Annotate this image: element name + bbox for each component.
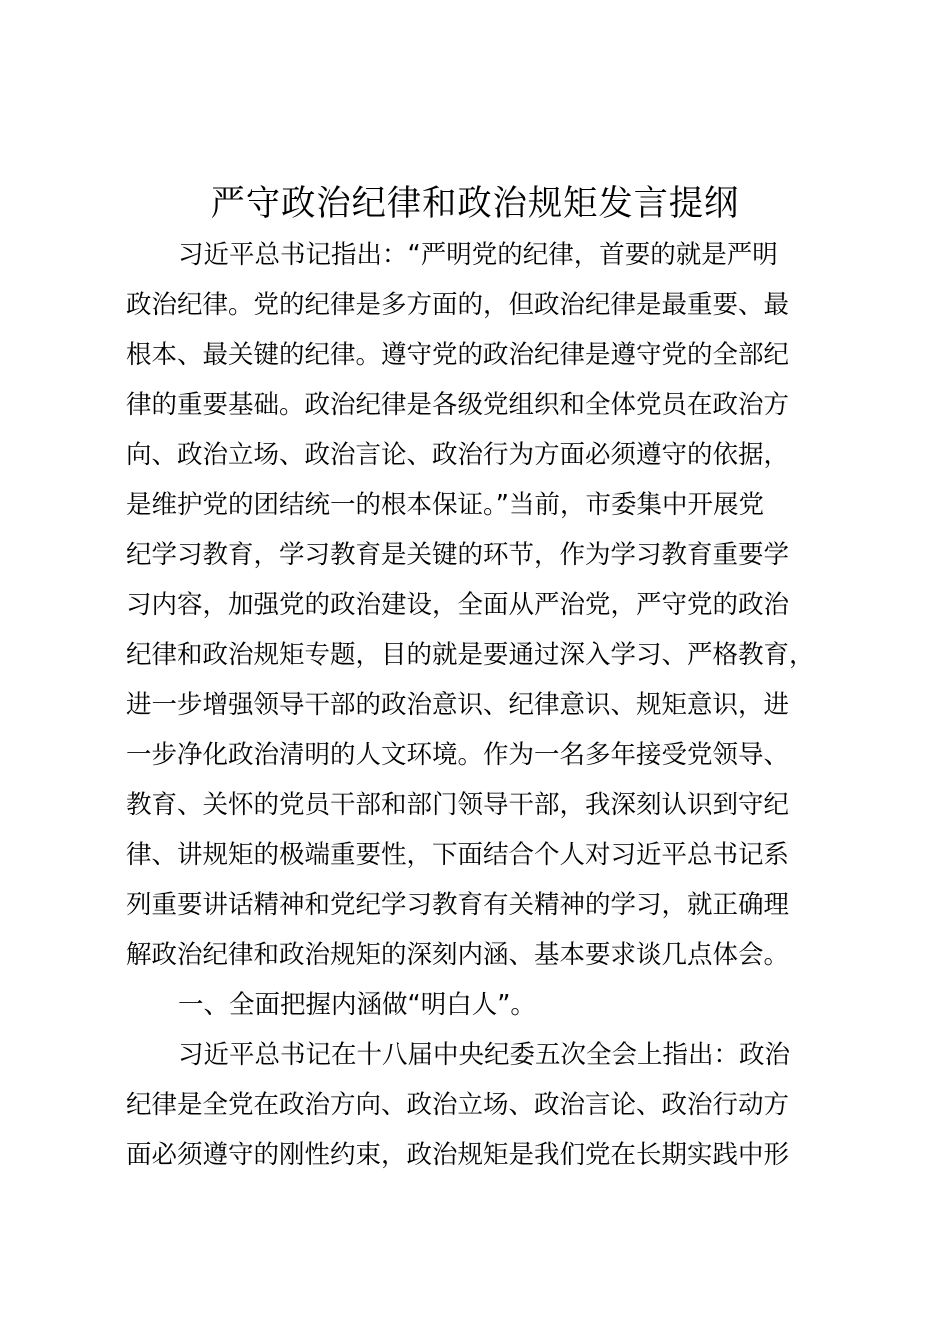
- text-line: 根本、最关键的纪律。遵守党的政治纪律是遵守党的全部纪: [126, 340, 790, 370]
- text-line: 是维护党的团结统一的根本保证。”当前，市委集中开展党: [126, 490, 764, 520]
- text-line: 纪律是全党在政治方向、政治立场、政治言论、政治行动方: [126, 1090, 790, 1120]
- section-heading: 一、全面把握内涵做“明白人”。: [178, 990, 536, 1020]
- text-line: 向、政治立场、政治言论、政治行为方面必须遵守的依据，: [126, 440, 790, 470]
- text-line: 解政治纪律和政治规矩的深刻内涵、基本要求谈几点体会。: [126, 940, 790, 970]
- text-line: 纪学习教育，学习教育是关键的环节，作为学习教育重要学: [126, 540, 790, 570]
- text-line: 习近平总书记指出：“严明党的纪律，首要的就是严明: [178, 240, 778, 270]
- text-line: 面必须遵守的刚性约束，政治规矩是我们党在长期实践中形: [126, 1140, 790, 1170]
- text-line: 进一步增强领导干部的政治意识、纪律意识、规矩意识，进: [126, 690, 790, 720]
- document-title: 严守政治纪律和政治规矩发言提纲: [210, 184, 740, 224]
- text-line: 律、讲规矩的极端重要性，下面结合个人对习近平总书记系: [126, 840, 790, 870]
- text-line: 律的重要基础。政治纪律是各级党组织和全体党员在政治方: [126, 390, 790, 420]
- text-line: 政治纪律。党的纪律是多方面的，但政治纪律是最重要、最: [126, 290, 790, 320]
- text-line: 一步净化政治清明的人文环境。作为一名多年接受党领导、: [126, 740, 790, 770]
- text-line: 教育、关怀的党员干部和部门领导干部，我深刻认识到守纪: [126, 790, 790, 820]
- text-line: 习内容，加强党的政治建设，全面从严治党，严守党的政治: [126, 590, 790, 620]
- text-line: 列重要讲话精神和党纪学习教育有关精神的学习，就正确理: [126, 890, 790, 920]
- text-line: 纪律和政治规矩专题，目的就是要通过深入学习、严格教育，: [126, 640, 815, 670]
- text-line: 习近平总书记在十八届中央纪委五次全会上指出：政治: [178, 1040, 791, 1070]
